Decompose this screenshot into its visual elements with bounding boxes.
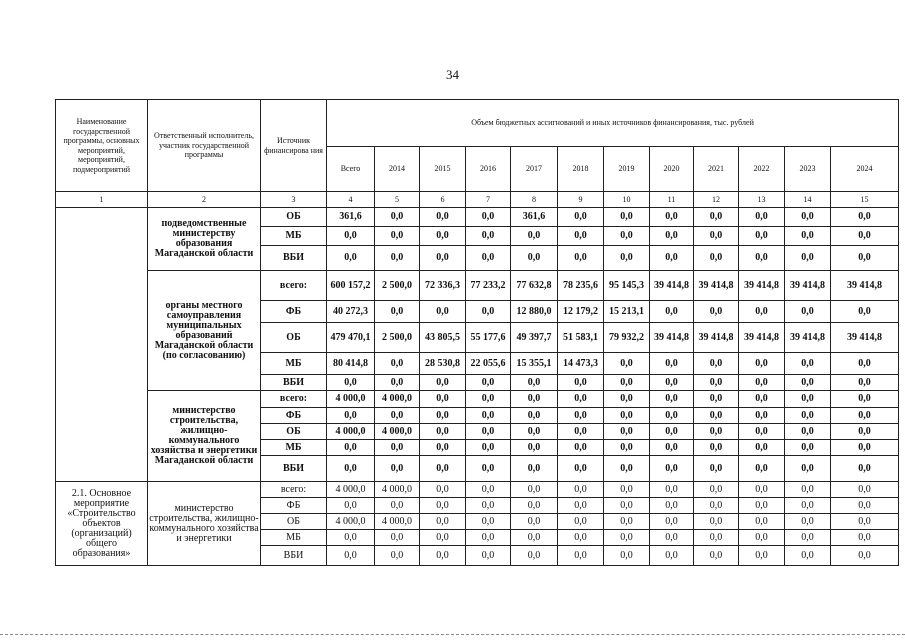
value-cell: 0,0 [420,498,466,514]
value-cell: 0,0 [739,424,785,440]
value-cell: 0,0 [650,530,694,546]
value-cell: 0,0 [466,375,511,391]
value-cell: 0,0 [785,227,831,246]
value-cell: 0,0 [558,424,604,440]
value-cell: 0,0 [831,408,899,424]
table-row [56,482,899,498]
value-cell: 0,0 [694,391,739,408]
value-cell: 0,0 [558,514,604,530]
year-cell: Всего [327,147,375,192]
value-cell: 0,0 [694,456,739,482]
value-cell: 0,0 [739,408,785,424]
value-cell: 0,0 [831,391,899,408]
value-cell: 4 000,0 [375,424,420,440]
value-cell: 0,0 [604,514,650,530]
value-cell: 600 157,2 [327,271,375,301]
value-cell: 0,0 [327,408,375,424]
value-cell: 0,0 [604,424,650,440]
value-cell: 0,0 [831,353,899,375]
year-cell: 2021 [694,147,739,192]
value-cell: 77 233,2 [466,271,511,301]
value-cell: 39 414,8 [785,271,831,301]
value-cell: 0,0 [650,440,694,456]
value-cell: 0,0 [511,227,558,246]
value-cell: 55 177,6 [466,323,511,353]
value-cell: 0,0 [466,530,511,546]
table-row [56,208,899,227]
value-cell: 28 530,8 [420,353,466,375]
value-cell: 0,0 [420,391,466,408]
value-cell: 0,0 [650,227,694,246]
value-cell: 0,0 [420,546,466,566]
value-cell: 0,0 [785,246,831,271]
value-cell: 0,0 [604,440,650,456]
value-cell: 2 500,0 [375,323,420,353]
value-cell: 0,0 [558,246,604,271]
value-cell: 0,0 [604,375,650,391]
value-cell: 0,0 [739,498,785,514]
value-cell: 0,0 [420,375,466,391]
value-cell: 361,6 [511,208,558,227]
value-cell: 0,0 [511,391,558,408]
value-cell: 0,0 [785,498,831,514]
year-cell: 2017 [511,147,558,192]
program-cell [56,208,148,482]
value-cell: 0,0 [831,208,899,227]
source-cell: ОБ [261,323,327,353]
table-row [56,391,899,408]
value-cell: 0,0 [466,482,511,498]
value-cell: 0,0 [327,456,375,482]
source-cell: ФБ [261,498,327,514]
source-cell: ВБИ [261,456,327,482]
source-cell: МБ [261,353,327,375]
value-cell: 0,0 [604,208,650,227]
value-cell: 0,0 [739,301,785,323]
value-cell: 0,0 [558,530,604,546]
executor-cell: министерство строительства, жилищно-коммунального хозяйства и энергетики [148,482,261,566]
source-cell: всего: [261,391,327,408]
value-cell: 0,0 [375,353,420,375]
value-cell: 0,0 [420,301,466,323]
value-cell: 0,0 [739,530,785,546]
value-cell: 0,0 [558,227,604,246]
value-cell: 43 805,5 [420,323,466,353]
source-cell: ОБ [261,514,327,530]
value-cell: 0,0 [558,440,604,456]
value-cell: 0,0 [375,375,420,391]
column-numbers-row [56,192,899,208]
value-cell: 0,0 [420,440,466,456]
value-cell: 14 473,3 [558,353,604,375]
col-number: 1 [56,192,148,208]
value-cell: 0,0 [604,391,650,408]
value-cell: 0,0 [785,208,831,227]
value-cell: 0,0 [558,482,604,498]
value-cell: 0,0 [694,424,739,440]
source-cell: ВБИ [261,375,327,391]
value-cell: 12 880,0 [511,301,558,323]
value-cell: 0,0 [785,514,831,530]
value-cell: 0,0 [785,424,831,440]
value-cell: 0,0 [511,546,558,566]
year-cell: 2016 [466,147,511,192]
value-cell: 0,0 [375,456,420,482]
col-number: 11 [650,192,694,208]
value-cell: 0,0 [511,482,558,498]
col-number: 13 [739,192,785,208]
year-cell: 2015 [420,147,466,192]
value-cell: 0,0 [511,424,558,440]
value-cell: 0,0 [650,546,694,566]
col-number: 3 [261,192,327,208]
value-cell: 39 414,8 [785,323,831,353]
page-bottom-divider [0,634,905,635]
col-number: 6 [420,192,466,208]
value-cell: 0,0 [831,375,899,391]
value-cell: 0,0 [375,246,420,271]
year-cell: 2014 [375,147,420,192]
value-cell: 0,0 [694,408,739,424]
value-cell: 40 272,3 [327,301,375,323]
value-cell: 0,0 [511,440,558,456]
col-number: 9 [558,192,604,208]
value-cell: 0,0 [650,498,694,514]
header-volume: Объем бюджетных ассигнований и иных источников финансирования, тыс. рублей [327,100,899,147]
value-cell: 0,0 [420,530,466,546]
value-cell: 0,0 [327,375,375,391]
executor-cell: министерство строительства, жилищно-коммунального хозяйства и энергетики Магаданской области [148,391,261,482]
col-number: 12 [694,192,739,208]
value-cell: 0,0 [558,208,604,227]
value-cell: 0,0 [604,482,650,498]
value-cell: 0,0 [604,456,650,482]
value-cell: 0,0 [785,456,831,482]
source-cell: ФБ [261,301,327,323]
value-cell: 0,0 [650,375,694,391]
value-cell: 0,0 [650,424,694,440]
value-cell: 0,0 [739,456,785,482]
value-cell: 0,0 [831,424,899,440]
value-cell: 0,0 [466,514,511,530]
value-cell: 0,0 [694,227,739,246]
value-cell: 0,0 [694,546,739,566]
value-cell: 0,0 [831,530,899,546]
value-cell: 0,0 [327,530,375,546]
source-cell: всего: [261,271,327,301]
year-cell: 2019 [604,147,650,192]
value-cell: 0,0 [785,353,831,375]
year-cell: 2018 [558,147,604,192]
value-cell: 0,0 [604,227,650,246]
value-cell: 0,0 [785,546,831,566]
value-cell: 0,0 [785,375,831,391]
value-cell: 39 414,8 [650,271,694,301]
value-cell: 0,0 [558,456,604,482]
table-row [56,271,899,301]
value-cell: 0,0 [831,514,899,530]
value-cell: 0,0 [650,514,694,530]
source-cell: ОБ [261,208,327,227]
value-cell: 15 355,1 [511,353,558,375]
value-cell: 0,0 [420,408,466,424]
value-cell: 4 000,0 [375,391,420,408]
value-cell: 0,0 [466,208,511,227]
value-cell: 0,0 [420,424,466,440]
value-cell: 0,0 [466,391,511,408]
value-cell: 0,0 [375,301,420,323]
col-number: 7 [466,192,511,208]
value-cell: 4 000,0 [375,482,420,498]
value-cell: 0,0 [831,456,899,482]
value-cell: 49 397,7 [511,323,558,353]
year-cell: 2023 [785,147,831,192]
value-cell: 79 932,2 [604,323,650,353]
value-cell: 4 000,0 [327,391,375,408]
value-cell: 0,0 [466,424,511,440]
value-cell: 0,0 [831,546,899,566]
value-cell: 12 179,2 [558,301,604,323]
value-cell: 0,0 [785,440,831,456]
value-cell: 0,0 [694,482,739,498]
executor-cell: подведомственные министерству образования Магаданской области [148,208,261,271]
value-cell: 0,0 [650,456,694,482]
source-cell: ВБИ [261,546,327,566]
value-cell: 0,0 [650,208,694,227]
value-cell: 0,0 [785,391,831,408]
value-cell: 4 000,0 [327,424,375,440]
value-cell: 0,0 [650,246,694,271]
value-cell: 0,0 [694,514,739,530]
value-cell: 80 414,8 [327,353,375,375]
value-cell: 0,0 [785,301,831,323]
source-cell: МБ [261,227,327,246]
value-cell: 2 500,0 [375,271,420,301]
value-cell: 0,0 [739,375,785,391]
value-cell: 0,0 [511,498,558,514]
value-cell: 0,0 [739,546,785,566]
value-cell: 0,0 [739,440,785,456]
value-cell: 72 336,3 [420,271,466,301]
source-cell: МБ [261,530,327,546]
value-cell: 0,0 [604,498,650,514]
value-cell: 15 213,1 [604,301,650,323]
header-program: Наименование государственной программы, основных мероприятий, мероприятий, подмероприятий [56,100,148,192]
value-cell: 0,0 [511,246,558,271]
value-cell: 0,0 [327,227,375,246]
source-cell: МБ [261,440,327,456]
value-cell: 0,0 [375,227,420,246]
value-cell: 0,0 [327,246,375,271]
value-cell: 0,0 [604,408,650,424]
value-cell: 0,0 [511,408,558,424]
value-cell: 4 000,0 [375,514,420,530]
value-cell: 39 414,8 [650,323,694,353]
value-cell: 0,0 [785,482,831,498]
value-cell: 0,0 [831,246,899,271]
header-executor: Ответственный исполнитель, участник государственной программы [148,100,261,192]
value-cell: 0,0 [831,482,899,498]
value-cell: 0,0 [511,375,558,391]
value-cell: 0,0 [466,456,511,482]
source-cell: всего: [261,482,327,498]
value-cell: 39 414,8 [831,271,899,301]
value-cell: 4 000,0 [327,514,375,530]
page-number: 34 [446,67,459,82]
value-cell: 0,0 [831,227,899,246]
value-cell: 39 414,8 [739,323,785,353]
value-cell: 0,0 [604,546,650,566]
value-cell: 39 414,8 [831,323,899,353]
value-cell: 0,0 [694,353,739,375]
value-cell: 0,0 [694,530,739,546]
header-source: Источник финансирова ния [261,100,327,192]
value-cell: 0,0 [327,440,375,456]
table-body [56,208,899,566]
value-cell: 0,0 [558,391,604,408]
value-cell: 95 145,3 [604,271,650,301]
col-number: 14 [785,192,831,208]
value-cell: 0,0 [558,408,604,424]
value-cell: 0,0 [604,246,650,271]
value-cell: 0,0 [466,408,511,424]
year-cell: 2022 [739,147,785,192]
value-cell: 0,0 [511,514,558,530]
executor-cell: органы местного самоуправления муниципальных образований Магаданской области (по согласованию) [148,271,261,391]
value-cell: 0,0 [650,482,694,498]
source-cell: ОБ [261,424,327,440]
program-cell: 2.1. Основное мероприятие «Строительство объектов (организаций) общего образования» [56,482,148,566]
value-cell: 0,0 [650,408,694,424]
value-cell: 0,0 [739,246,785,271]
col-number: 4 [327,192,375,208]
source-cell: ФБ [261,408,327,424]
source-cell: ВБИ [261,246,327,271]
value-cell: 0,0 [466,246,511,271]
value-cell: 0,0 [558,498,604,514]
value-cell: 0,0 [785,530,831,546]
value-cell: 0,0 [375,208,420,227]
value-cell: 0,0 [420,514,466,530]
value-cell: 39 414,8 [694,323,739,353]
value-cell: 0,0 [420,456,466,482]
value-cell: 0,0 [466,498,511,514]
value-cell: 0,0 [558,375,604,391]
value-cell: 0,0 [831,440,899,456]
value-cell: 78 235,6 [558,271,604,301]
value-cell: 361,6 [327,208,375,227]
year-cell: 2020 [650,147,694,192]
value-cell: 0,0 [604,530,650,546]
value-cell: 0,0 [375,408,420,424]
value-cell: 0,0 [739,227,785,246]
value-cell: 0,0 [375,440,420,456]
value-cell: 0,0 [739,208,785,227]
value-cell: 0,0 [650,391,694,408]
value-cell: 0,0 [420,208,466,227]
value-cell: 0,0 [420,482,466,498]
value-cell: 0,0 [327,498,375,514]
value-cell: 77 632,8 [511,271,558,301]
value-cell: 479 470,1 [327,323,375,353]
value-cell: 0,0 [466,227,511,246]
value-cell: 0,0 [511,530,558,546]
value-cell: 0,0 [650,353,694,375]
budget-table [55,99,899,566]
col-number: 15 [831,192,899,208]
value-cell: 0,0 [831,498,899,514]
value-cell: 39 414,8 [694,271,739,301]
value-cell: 0,0 [739,353,785,375]
value-cell: 0,0 [785,408,831,424]
col-number: 10 [604,192,650,208]
value-cell: 0,0 [466,546,511,566]
value-cell: 0,0 [604,353,650,375]
value-cell: 0,0 [466,440,511,456]
value-cell: 0,0 [650,301,694,323]
value-cell: 0,0 [739,514,785,530]
col-number: 5 [375,192,420,208]
value-cell: 0,0 [694,375,739,391]
value-cell: 0,0 [694,498,739,514]
value-cell: 22 055,6 [466,353,511,375]
col-number: 2 [148,192,261,208]
value-cell: 0,0 [375,546,420,566]
value-cell: 0,0 [375,530,420,546]
value-cell: 0,0 [375,498,420,514]
value-cell: 0,0 [694,208,739,227]
value-cell: 0,0 [831,301,899,323]
year-cell: 2024 [831,147,899,192]
value-cell: 39 414,8 [739,271,785,301]
value-cell: 0,0 [420,227,466,246]
value-cell: 0,0 [420,246,466,271]
value-cell: 0,0 [694,440,739,456]
value-cell: 4 000,0 [327,482,375,498]
value-cell: 0,0 [327,546,375,566]
value-cell: 51 583,1 [558,323,604,353]
value-cell: 0,0 [558,546,604,566]
value-cell: 0,0 [739,391,785,408]
value-cell: 0,0 [694,301,739,323]
col-number: 8 [511,192,558,208]
value-cell: 0,0 [694,246,739,271]
value-cell: 0,0 [511,456,558,482]
value-cell: 0,0 [739,482,785,498]
value-cell: 0,0 [466,301,511,323]
